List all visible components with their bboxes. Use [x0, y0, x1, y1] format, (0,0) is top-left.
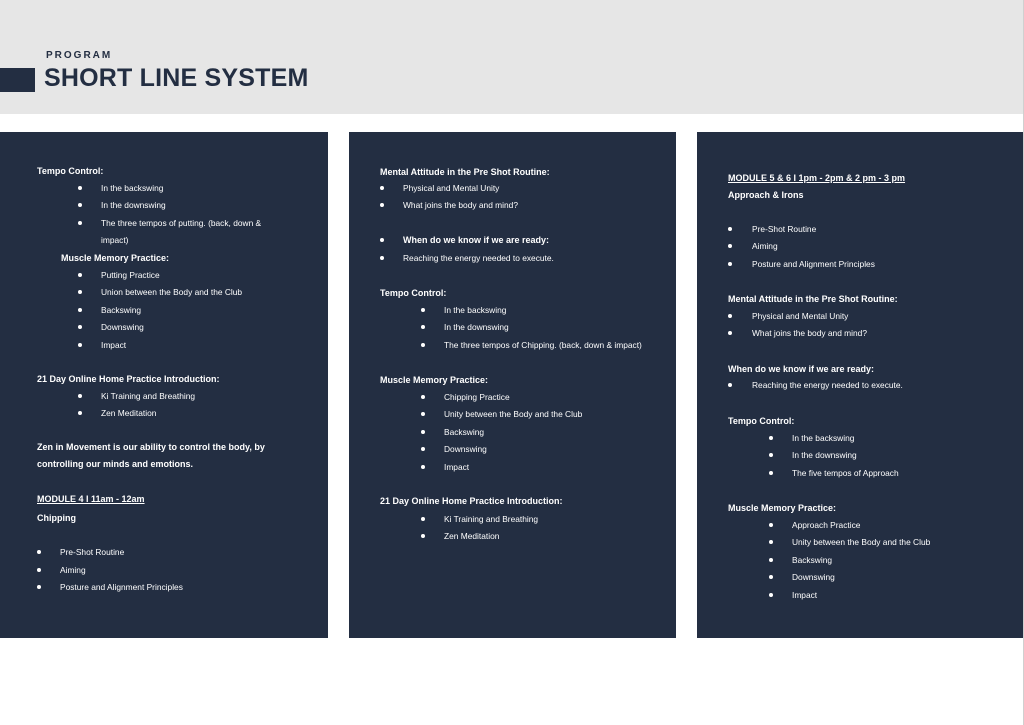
list-item: Downswing [444, 444, 487, 454]
list-item: Union between the Body and the Club [101, 287, 243, 297]
list-item: Ki Training and Breathing [101, 391, 196, 401]
bullet-icon [421, 343, 425, 347]
zen-statement-line: Zen in Movement is our ability to control the body, by [37, 442, 265, 452]
online-practice-heading: 21 Day Online Home Practice Introduction: [37, 374, 220, 384]
tempo-control-heading: Tempo Control: [380, 288, 447, 298]
bullet-icon [421, 447, 425, 451]
list-item: In the backswing [444, 305, 507, 315]
bullet-icon [421, 412, 425, 416]
bullet-icon [769, 558, 773, 562]
bullet-icon [78, 290, 82, 294]
bullet-icon [421, 395, 425, 399]
bullet-icon [421, 430, 425, 434]
list-item: Aiming [752, 241, 778, 251]
list-item: In the downswing [792, 450, 857, 460]
bullet-icon [78, 308, 82, 312]
bullet-icon [728, 262, 732, 266]
module-heading: MODULE 4 I 11am - 12am [37, 494, 145, 504]
list-item: Unity between the Body and the Club [792, 537, 931, 547]
bullet-icon [78, 325, 82, 329]
list-item: Backswing [444, 427, 485, 437]
list-item: Aiming [60, 565, 86, 575]
bullet-icon [380, 238, 384, 242]
bullet-icon [421, 325, 425, 329]
list-item: The three tempos of Chipping. (back, down & impact) [444, 340, 642, 350]
bullet-icon [769, 471, 773, 475]
bullet-icon [421, 465, 425, 469]
zen-statement-line: controlling our minds and emotions. [37, 459, 194, 469]
tempo-control-heading: Tempo Control: [37, 166, 104, 176]
bullet-icon [769, 436, 773, 440]
list-item: Physical and Mental Unity [403, 183, 500, 193]
mental-attitude-heading: Mental Attitude in the Pre Shot Routine: [380, 167, 550, 177]
muscle-memory-heading: Muscle Memory Practice: [728, 503, 837, 513]
list-item: Posture and Alignment Principles [752, 259, 875, 269]
column-card-3 [697, 132, 1024, 638]
list-item: Ki Training and Breathing [444, 514, 539, 524]
list-item: Posture and Alignment Principles [60, 582, 183, 592]
bullet-icon [380, 186, 384, 190]
header-accent-bar [0, 68, 35, 92]
list-item: Putting Practice [101, 270, 160, 280]
bullet-icon [728, 314, 732, 318]
bullet-icon [78, 394, 82, 398]
bullet-icon [37, 585, 41, 589]
bullet-icon [769, 575, 773, 579]
tempo-control-heading: Tempo Control: [728, 416, 795, 426]
list-item-continuation: impact) [101, 235, 129, 245]
bullet-icon [421, 534, 425, 538]
list-item: What joins the body and mind? [752, 328, 867, 338]
list-item: Zen Meditation [101, 408, 157, 418]
bullet-icon [380, 203, 384, 207]
bullet-icon [78, 203, 82, 207]
bullet-icon [769, 540, 773, 544]
list-item: Downswing [792, 572, 835, 582]
program-eyebrow: PROGRAM [46, 50, 113, 61]
list-item: The three tempos of putting. (back, down & [101, 218, 262, 228]
bullet-icon [769, 593, 773, 597]
bullet-icon [728, 383, 732, 387]
list-item: Backswing [792, 555, 833, 565]
bullet-icon [769, 453, 773, 457]
list-item: In the downswing [444, 322, 509, 332]
muscle-memory-heading: Muscle Memory Practice: [61, 253, 170, 263]
list-item: Approach Practice [792, 520, 861, 530]
list-item: The five tempos of Approach [792, 468, 899, 478]
list-item: Physical and Mental Unity [752, 311, 849, 321]
bullet-icon [380, 256, 384, 260]
list-item: Impact [792, 590, 818, 600]
module-subtitle: Approach & Irons [728, 190, 804, 200]
list-item: Unity between the Body and the Club [444, 409, 583, 419]
list-item: In the backswing [101, 183, 164, 193]
module-heading: MODULE 5 & 6 I 1pm - 2pm & 2 pm - 3 pm [728, 173, 906, 183]
bullet-icon [421, 308, 425, 312]
bullet-icon [78, 221, 82, 225]
bullet-icon [78, 273, 82, 277]
list-item: Impact [101, 340, 127, 350]
module-subtitle: Chipping [37, 513, 76, 523]
bullet-icon [769, 523, 773, 527]
page-header [0, 0, 1024, 114]
bullet-icon [37, 568, 41, 572]
column-card-1 [0, 132, 328, 638]
list-item: Backswing [101, 305, 142, 315]
bullet-icon [728, 227, 732, 231]
online-practice-heading: 21 Day Online Home Practice Introduction: [380, 496, 563, 506]
bullet-icon [728, 331, 732, 335]
bullet-icon [37, 550, 41, 554]
column-card-2 [349, 132, 676, 638]
muscle-memory-heading: Muscle Memory Practice: [380, 375, 489, 385]
list-item: Impact [444, 462, 470, 472]
list-item: Chipping Practice [444, 392, 510, 402]
list-item: Pre-Shot Routine [60, 547, 125, 557]
ready-heading: When do we know if we are ready: [403, 235, 550, 245]
list-item: Pre-Shot Routine [752, 224, 817, 234]
ready-heading: When do we know if we are ready: [728, 364, 875, 374]
page-title: SHORT LINE SYSTEM [44, 64, 309, 92]
mental-attitude-heading: Mental Attitude in the Pre Shot Routine: [728, 294, 898, 304]
list-item: Downswing [101, 322, 144, 332]
list-item: Reaching the energy needed to execute. [752, 380, 903, 390]
list-item: Zen Meditation [444, 531, 500, 541]
bullet-icon [421, 517, 425, 521]
bullet-icon [728, 244, 732, 248]
list-item: What joins the body and mind? [403, 200, 518, 210]
bullet-icon [78, 343, 82, 347]
list-item: In the downswing [101, 200, 166, 210]
bullet-icon [78, 186, 82, 190]
bullet-icon [78, 411, 82, 415]
list-item: In the backswing [792, 433, 855, 443]
list-item: Reaching the energy needed to execute. [403, 253, 554, 263]
